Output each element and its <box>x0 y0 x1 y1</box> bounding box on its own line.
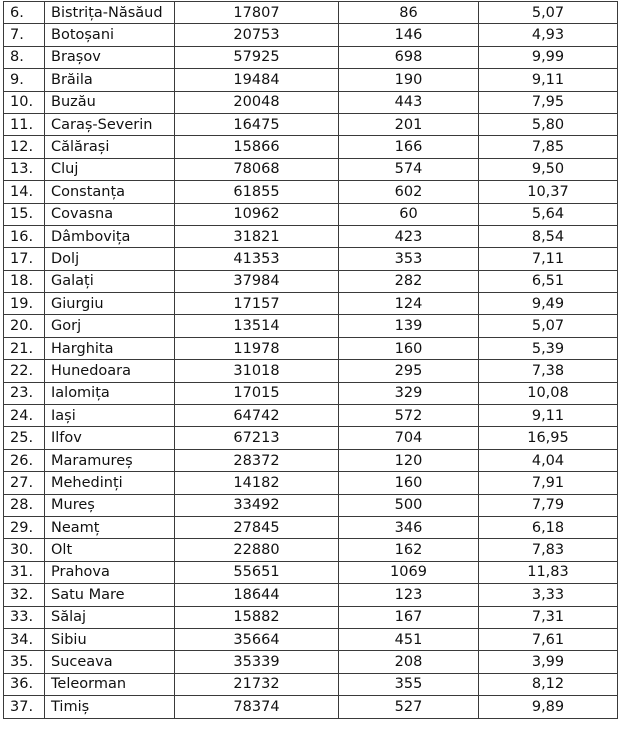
value-3-cell: 9,11 <box>479 69 618 91</box>
row-number-cell: 21. <box>4 337 45 359</box>
value-1-cell: 61855 <box>175 181 339 203</box>
value-2-cell: 451 <box>339 628 479 650</box>
value-2-cell: 208 <box>339 651 479 673</box>
county-name-cell: Mureș <box>45 494 175 516</box>
row-number-cell: 36. <box>4 673 45 695</box>
row-number-cell: 14. <box>4 181 45 203</box>
value-1-cell: 10962 <box>175 203 339 225</box>
value-1-cell: 20048 <box>175 91 339 113</box>
value-2-cell: 167 <box>339 606 479 628</box>
row-number-cell: 33. <box>4 606 45 628</box>
table-row <box>4 584 618 606</box>
value-3-cell: 5,07 <box>479 315 618 337</box>
value-1-cell: 11978 <box>175 337 339 359</box>
value-3-cell: 4,93 <box>479 24 618 46</box>
value-1-cell: 35339 <box>175 651 339 673</box>
row-number-cell: 6. <box>4 2 45 24</box>
county-name-cell: Harghita <box>45 337 175 359</box>
value-3-cell: 3,99 <box>479 651 618 673</box>
table-row <box>4 494 618 516</box>
value-2-cell: 282 <box>339 270 479 292</box>
value-1-cell: 31821 <box>175 225 339 247</box>
value-1-cell: 14182 <box>175 472 339 494</box>
value-1-cell: 17015 <box>175 382 339 404</box>
row-number-cell: 13. <box>4 158 45 180</box>
value-1-cell: 16475 <box>175 113 339 135</box>
value-2-cell: 162 <box>339 539 479 561</box>
value-2-cell: 698 <box>339 46 479 68</box>
value-1-cell: 15866 <box>175 136 339 158</box>
table-row <box>4 405 618 427</box>
county-name-cell: Brăila <box>45 69 175 91</box>
table-row <box>4 203 618 225</box>
value-3-cell: 3,33 <box>479 584 618 606</box>
value-1-cell: 37984 <box>175 270 339 292</box>
value-2-cell: 353 <box>339 248 479 270</box>
value-1-cell: 17157 <box>175 293 339 315</box>
table-row <box>4 91 618 113</box>
county-name-cell: Prahova <box>45 561 175 583</box>
value-1-cell: 15882 <box>175 606 339 628</box>
value-3-cell: 7,38 <box>479 360 618 382</box>
value-3-cell: 5,07 <box>479 2 618 24</box>
value-3-cell: 8,12 <box>479 673 618 695</box>
row-number-cell: 34. <box>4 628 45 650</box>
row-number-cell: 29. <box>4 516 45 538</box>
county-name-cell: Suceava <box>45 651 175 673</box>
county-name-cell: Constanța <box>45 181 175 203</box>
row-number-cell: 37. <box>4 696 45 718</box>
value-3-cell: 10,37 <box>479 181 618 203</box>
value-3-cell: 7,91 <box>479 472 618 494</box>
value-3-cell: 9,11 <box>479 405 618 427</box>
county-name-cell: Dâmbovița <box>45 225 175 247</box>
value-3-cell: 7,79 <box>479 494 618 516</box>
table-row <box>4 673 618 695</box>
value-1-cell: 78374 <box>175 696 339 718</box>
value-1-cell: 19484 <box>175 69 339 91</box>
table-row <box>4 225 618 247</box>
value-2-cell: 124 <box>339 293 479 315</box>
county-name-cell: Ilfov <box>45 427 175 449</box>
value-3-cell: 6,51 <box>479 270 618 292</box>
county-name-cell: Teleorman <box>45 673 175 695</box>
table-row <box>4 337 618 359</box>
value-3-cell: 5,64 <box>479 203 618 225</box>
row-number-cell: 27. <box>4 472 45 494</box>
county-name-cell: Iași <box>45 405 175 427</box>
value-3-cell: 5,39 <box>479 337 618 359</box>
value-2-cell: 190 <box>339 69 479 91</box>
county-name-cell: Caraș-Severin <box>45 113 175 135</box>
row-number-cell: 19. <box>4 293 45 315</box>
county-name-cell: Ialomița <box>45 382 175 404</box>
value-3-cell: 6,18 <box>479 516 618 538</box>
value-3-cell: 7,85 <box>479 136 618 158</box>
county-name-cell: Hunedoara <box>45 360 175 382</box>
value-2-cell: 86 <box>339 2 479 24</box>
row-number-cell: 30. <box>4 539 45 561</box>
county-name-cell: Dolj <box>45 248 175 270</box>
value-3-cell: 7,61 <box>479 628 618 650</box>
value-2-cell: 160 <box>339 337 479 359</box>
value-1-cell: 33492 <box>175 494 339 516</box>
table-row <box>4 293 618 315</box>
row-number-cell: 15. <box>4 203 45 225</box>
value-1-cell: 22880 <box>175 539 339 561</box>
county-name-cell: Sălaj <box>45 606 175 628</box>
value-2-cell: 346 <box>339 516 479 538</box>
value-2-cell: 60 <box>339 203 479 225</box>
value-2-cell: 146 <box>339 24 479 46</box>
value-3-cell: 7,11 <box>479 248 618 270</box>
table-row <box>4 315 618 337</box>
table-row <box>4 539 618 561</box>
county-name-cell: Buzău <box>45 91 175 113</box>
row-number-cell: 10. <box>4 91 45 113</box>
value-2-cell: 500 <box>339 494 479 516</box>
value-1-cell: 18644 <box>175 584 339 606</box>
value-3-cell: 7,83 <box>479 539 618 561</box>
row-number-cell: 32. <box>4 584 45 606</box>
county-name-cell: Mehedinți <box>45 472 175 494</box>
value-2-cell: 295 <box>339 360 479 382</box>
table-row <box>4 427 618 449</box>
row-number-cell: 8. <box>4 46 45 68</box>
table-row <box>4 628 618 650</box>
row-number-cell: 20. <box>4 315 45 337</box>
row-number-cell: 25. <box>4 427 45 449</box>
table-row <box>4 449 618 471</box>
value-2-cell: 120 <box>339 449 479 471</box>
value-2-cell: 123 <box>339 584 479 606</box>
table-row <box>4 382 618 404</box>
table-row <box>4 516 618 538</box>
table-row <box>4 696 618 718</box>
table-row <box>4 46 618 68</box>
value-1-cell: 78068 <box>175 158 339 180</box>
value-3-cell: 10,08 <box>479 382 618 404</box>
value-1-cell: 13514 <box>175 315 339 337</box>
value-1-cell: 41353 <box>175 248 339 270</box>
row-number-cell: 24. <box>4 405 45 427</box>
county-name-cell: Olt <box>45 539 175 561</box>
row-number-cell: 31. <box>4 561 45 583</box>
county-name-cell: Bistrița-Năsăud <box>45 2 175 24</box>
county-name-cell: Gorj <box>45 315 175 337</box>
table-row <box>4 248 618 270</box>
value-1-cell: 64742 <box>175 405 339 427</box>
table-row <box>4 2 618 24</box>
county-name-cell: Călărași <box>45 136 175 158</box>
value-1-cell: 27845 <box>175 516 339 538</box>
table-row <box>4 606 618 628</box>
row-number-cell: 7. <box>4 24 45 46</box>
county-name-cell: Brașov <box>45 46 175 68</box>
table-row <box>4 158 618 180</box>
value-1-cell: 67213 <box>175 427 339 449</box>
value-2-cell: 329 <box>339 382 479 404</box>
row-number-cell: 35. <box>4 651 45 673</box>
table-row <box>4 360 618 382</box>
table-row <box>4 270 618 292</box>
value-3-cell: 16,95 <box>479 427 618 449</box>
value-3-cell: 5,80 <box>479 113 618 135</box>
value-3-cell: 7,95 <box>479 91 618 113</box>
row-number-cell: 12. <box>4 136 45 158</box>
row-number-cell: 26. <box>4 449 45 471</box>
county-name-cell: Covasna <box>45 203 175 225</box>
value-1-cell: 21732 <box>175 673 339 695</box>
value-2-cell: 139 <box>339 315 479 337</box>
value-1-cell: 55651 <box>175 561 339 583</box>
county-name-cell: Cluj <box>45 158 175 180</box>
table-row <box>4 561 618 583</box>
value-3-cell: 8,54 <box>479 225 618 247</box>
row-number-cell: 9. <box>4 69 45 91</box>
county-name-cell: Timiș <box>45 696 175 718</box>
value-2-cell: 423 <box>339 225 479 247</box>
value-3-cell: 11,83 <box>479 561 618 583</box>
county-name-cell: Botoșani <box>45 24 175 46</box>
value-2-cell: 572 <box>339 405 479 427</box>
value-3-cell: 9,99 <box>479 46 618 68</box>
value-3-cell: 9,50 <box>479 158 618 180</box>
row-number-cell: 11. <box>4 113 45 135</box>
county-name-cell: Sibiu <box>45 628 175 650</box>
value-2-cell: 704 <box>339 427 479 449</box>
value-2-cell: 166 <box>339 136 479 158</box>
row-number-cell: 22. <box>4 360 45 382</box>
value-3-cell: 7,31 <box>479 606 618 628</box>
value-2-cell: 201 <box>339 113 479 135</box>
county-name-cell: Galați <box>45 270 175 292</box>
county-name-cell: Neamț <box>45 516 175 538</box>
value-2-cell: 527 <box>339 696 479 718</box>
value-1-cell: 20753 <box>175 24 339 46</box>
county-name-cell: Satu Mare <box>45 584 175 606</box>
row-number-cell: 23. <box>4 382 45 404</box>
table-row <box>4 136 618 158</box>
value-2-cell: 574 <box>339 158 479 180</box>
row-number-cell: 28. <box>4 494 45 516</box>
table-row <box>4 113 618 135</box>
value-2-cell: 1069 <box>339 561 479 583</box>
row-number-cell: 17. <box>4 248 45 270</box>
value-3-cell: 9,89 <box>479 696 618 718</box>
table-row <box>4 181 618 203</box>
value-1-cell: 17807 <box>175 2 339 24</box>
table-row <box>4 472 618 494</box>
value-2-cell: 602 <box>339 181 479 203</box>
table-row <box>4 651 618 673</box>
value-1-cell: 57925 <box>175 46 339 68</box>
value-2-cell: 443 <box>339 91 479 113</box>
value-3-cell: 9,49 <box>479 293 618 315</box>
county-name-cell: Maramureș <box>45 449 175 471</box>
table-row <box>4 69 618 91</box>
value-1-cell: 28372 <box>175 449 339 471</box>
county-name-cell: Giurgiu <box>45 293 175 315</box>
value-3-cell: 4,04 <box>479 449 618 471</box>
table-row <box>4 24 618 46</box>
value-2-cell: 160 <box>339 472 479 494</box>
row-number-cell: 18. <box>4 270 45 292</box>
value-1-cell: 31018 <box>175 360 339 382</box>
value-1-cell: 35664 <box>175 628 339 650</box>
value-2-cell: 355 <box>339 673 479 695</box>
table-body <box>4 2 618 719</box>
row-number-cell: 16. <box>4 225 45 247</box>
county-data-table <box>3 1 618 719</box>
